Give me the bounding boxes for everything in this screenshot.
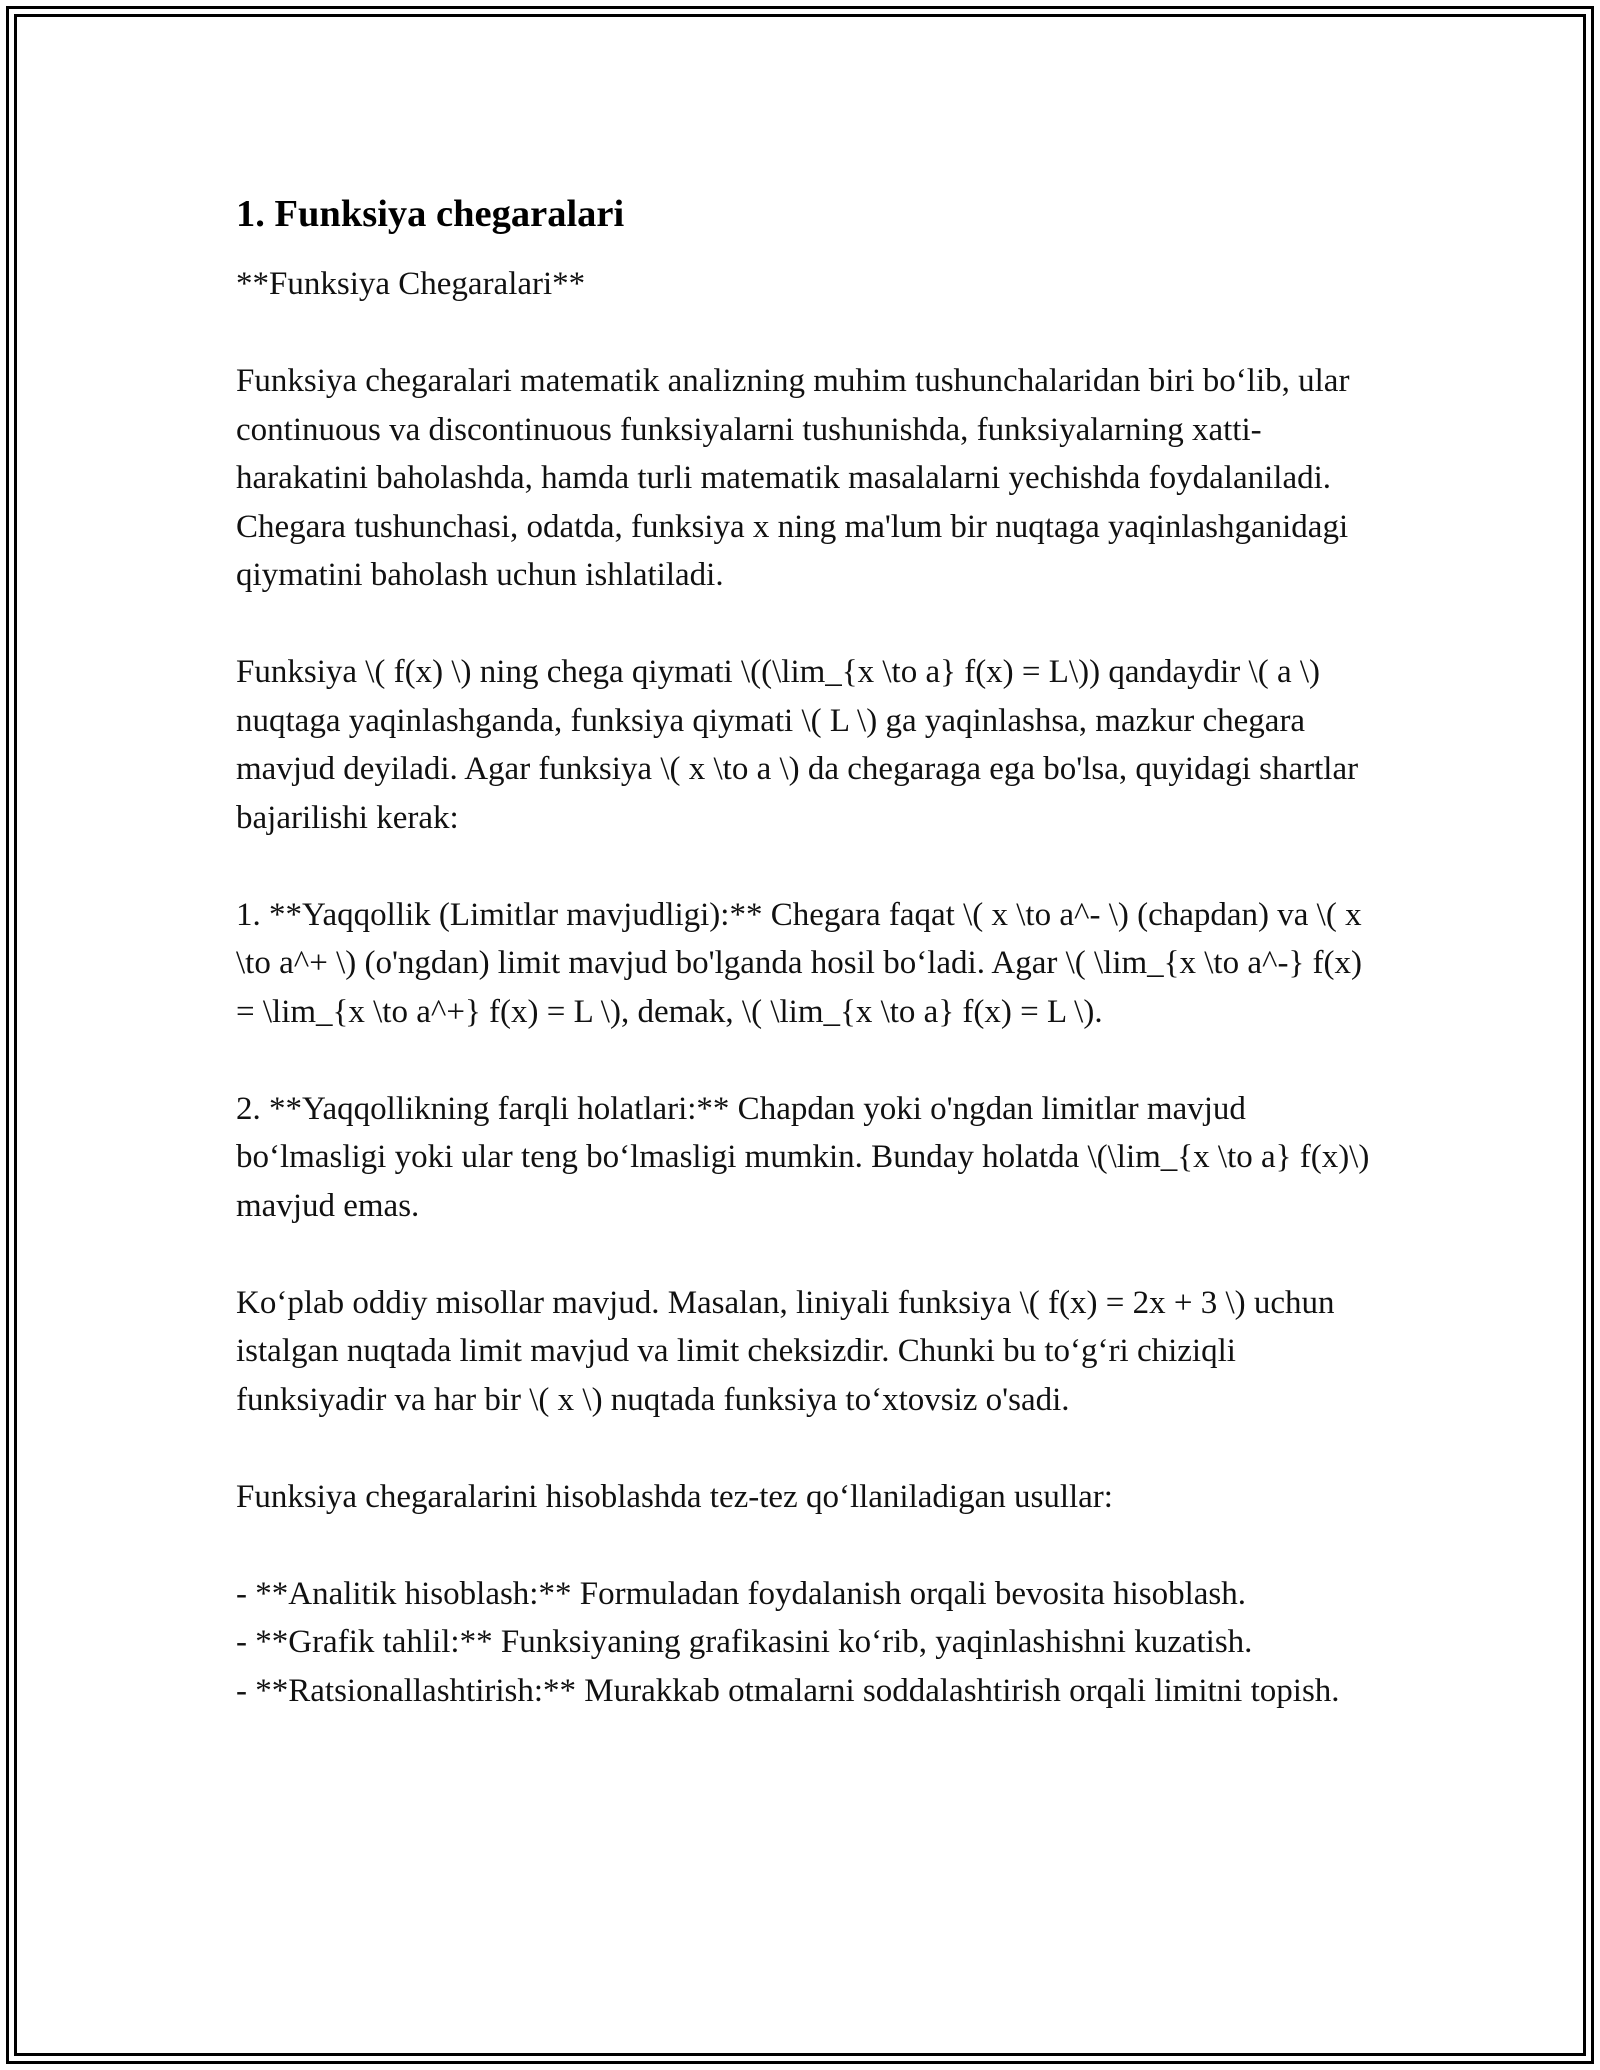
example-paragraph: Ko‘plab oddiy misollar mavjud. Masalan, liniyali funksiya \( f(x) = 2x + 3 \) uchun istalgan nuqtada limit mavjud va limit cheksizdir. Chunki bu to‘g‘ri chiziqli funksiyadir va har bir \( x \) nuqtada funksiya to‘xtovsiz o'sadi. (236, 1284, 1335, 1418)
condition-1-paragraph: 1. **Yaqqollik (Limitlar mavjudligi):** Chegara faqat \( x \to a^- \) (chapdan) va \( x \to a^+ \) (o'ngdan) limit mavjud bo'lganda hosil bo‘ladi. Agar \( \lim_{x \to a^-} f(x) = \lim_{x \to a^+} f(x) = L \), demak, \( \lim_{x \to a} f(x) = L \). (236, 896, 1363, 1030)
list-item: - **Grafik tahlil:** Funksiyaning grafikasini ko‘rib, yaqinlashishni kuzatish. (236, 1624, 1253, 1660)
document-page (236, 190, 1376, 1715)
document-title: 1. Funksiya chegaralari (236, 193, 625, 235)
list-item: - **Analitik hisoblash:** Formuladan foydalanish orqali bevosita hisoblash. (236, 1575, 1247, 1612)
list-item: - **Ratsionallashtirish:** Murakkab otmalarni soddalashtirish orqali limitni topish. (236, 1672, 1340, 1709)
condition-2-paragraph: 2. **Yaqqollikning farqli holatlari:** Chapdan yoki o'ngdan limitlar mavjud bo‘lmasligi yoki ular teng bo‘lmasligi mumkin. Bunday holatda \(\lim_{x \to a} f(x)\) mavjud emas. (236, 1090, 1370, 1224)
methods-intro-paragraph: Funksiya chegaralarini hisoblashda tez-tez qo‘llaniladigan usullar: (236, 1478, 1113, 1515)
intro-paragraph: Funksiya chegaralari matematik analizning muhim tushunchalaridan biri bo‘lib, ular continuous va discontinuous funksiyalarni tushunishda, funksiyalarning xatti-harakatini baholashda, hamda turli matematik masalalarni yechishda foydalaniladi. Chegara tushunchasi, odatda, funksiya x ning ma'lum bir nuqtaga yaqinlashganidagi qiymatini baholash uchun ishlatiladi. (236, 363, 1350, 593)
subtitle-paragraph: **Funksiya Chegaralari** (236, 266, 586, 302)
document-body (236, 260, 1376, 1715)
definition-paragraph: Funksiya \( f(x) \) ning chega qiymati \((\lim_{x \to a} f(x) = L\)) qandaydir \( a \) nuqtaga yaqinlashganda, funksiya qiymati \( L \) ga yaqinlashsa, mazkur chegara mavjud deyiladi. Agar funksiya \( x \to a \) da chegaraga ega bo'lsa, quyidagi shartlar bajarilishi kerak: (236, 654, 1359, 836)
